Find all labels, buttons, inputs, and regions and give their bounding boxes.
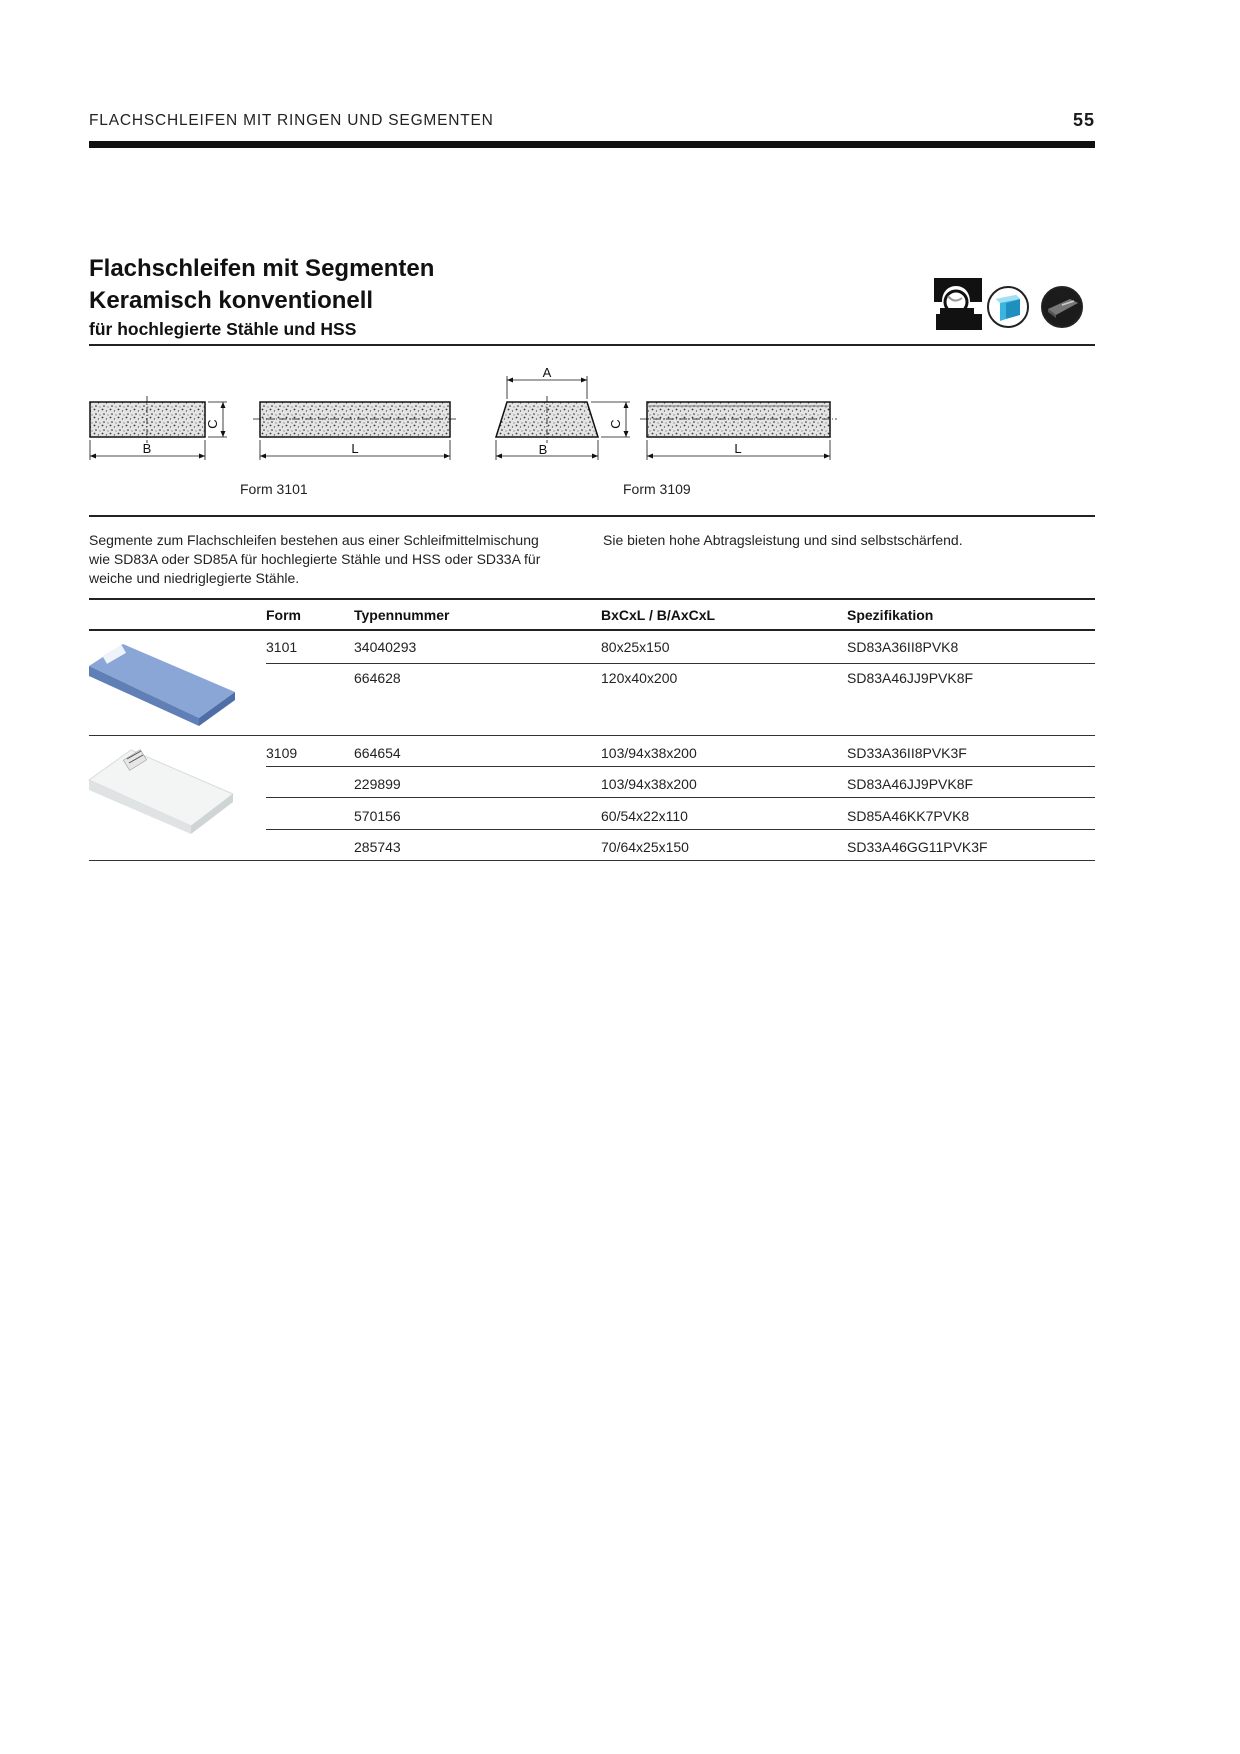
table-cell-dims: 120x40x200 — [601, 670, 678, 686]
white-segment-photo — [87, 744, 237, 841]
description-line: weiche und niedriglegierte Stähle. — [89, 570, 300, 586]
table-cell-dims: 60/54x22x110 — [601, 808, 688, 824]
table-cell-spec: SD33A46GG11PVK3F — [847, 839, 988, 855]
form-3109-label: Form 3109 — [623, 481, 691, 497]
table-cell-dims: 80x25x150 — [601, 639, 670, 655]
table-cell-form: 3101 — [266, 639, 298, 655]
dim-b-label: B — [142, 441, 152, 456]
table-cell-typennummer: 34040293 — [354, 639, 417, 655]
row-divider — [266, 663, 1095, 664]
table-cell-spec: SD85A46KK7PVK8 — [847, 808, 970, 824]
dim-l-label: L — [351, 441, 359, 456]
form-3101-drawing — [85, 368, 465, 473]
col-header-typennummer: Typennummer — [354, 607, 450, 623]
page-title-line2: Keramisch konventionell — [89, 287, 374, 314]
table-cell-spec: SD83A46JJ9PVK8F — [847, 776, 974, 792]
table-top-rule — [89, 598, 1095, 600]
table-cell-typennummer: 285743 — [354, 839, 401, 855]
hss-material-icon — [1040, 285, 1084, 334]
col-header-form: Form — [266, 607, 301, 623]
dim-c-label: C — [608, 419, 623, 429]
dim-b-label: B — [538, 442, 548, 457]
table-bottom-rule — [89, 860, 1095, 861]
table-cell-spec: SD33A36II8PVK3F — [847, 745, 967, 761]
col-header-spec: Spezifikation — [847, 607, 934, 623]
table-cell-form: 3109 — [266, 745, 298, 761]
title-rule — [89, 344, 1095, 346]
row-divider — [266, 766, 1095, 767]
form-3101-label: Form 3101 — [240, 481, 308, 497]
table-header-rule — [89, 629, 1095, 631]
table-cell-typennummer: 570156 — [354, 808, 401, 824]
table-cell-typennummer: 229899 — [354, 776, 401, 792]
dim-a-label: A — [542, 368, 552, 380]
table-cell-typennummer: 664628 — [354, 670, 401, 686]
steel-profile-icon — [986, 285, 1030, 334]
col-header-dims: BxCxL / B/AxCxL — [601, 607, 716, 623]
page-number: 55 — [1072, 110, 1095, 130]
table-cell-spec: SD83A46JJ9PVK8F — [847, 670, 974, 686]
drawing-rule — [89, 515, 1095, 517]
table-cell-dims: 103/94x38x200 — [601, 745, 697, 761]
surface-grinding-icon — [930, 274, 986, 337]
table-cell-dims: 70/64x25x150 — [601, 839, 689, 855]
page-title: Flachschleifen mit Segmenten — [89, 255, 435, 282]
row-divider — [266, 829, 1095, 830]
description-right: Sie bieten hohe Abtragsleistung und sind selbstschärfend. — [603, 532, 963, 548]
row-divider — [266, 797, 1095, 798]
running-head: FLACHSCHLEIFEN MIT RINGEN UND SEGMENTEN — [89, 112, 494, 129]
header-rule — [89, 141, 1095, 148]
description-left — [89, 531, 589, 588]
description-line: Segmente zum Flachschleifen bestehen aus einer Schleifmittelmischung — [89, 532, 539, 548]
form-3109-drawing — [475, 368, 855, 473]
dim-c-label: C — [205, 419, 220, 429]
table-cell-typennummer: 664654 — [354, 745, 401, 761]
dim-l-label: L — [734, 441, 742, 456]
table-cell-spec: SD83A36II8PVK8 — [847, 639, 959, 655]
table-cell-dims: 103/94x38x200 — [601, 776, 697, 792]
group-divider — [89, 735, 1095, 736]
blue-segment-photo — [87, 636, 237, 733]
page-subtitle: für hochlegierte Stähle und HSS — [89, 319, 357, 339]
description-line: wie SD83A oder SD85A für hochlegierte Stähle und HSS oder SD33A für — [89, 551, 541, 567]
